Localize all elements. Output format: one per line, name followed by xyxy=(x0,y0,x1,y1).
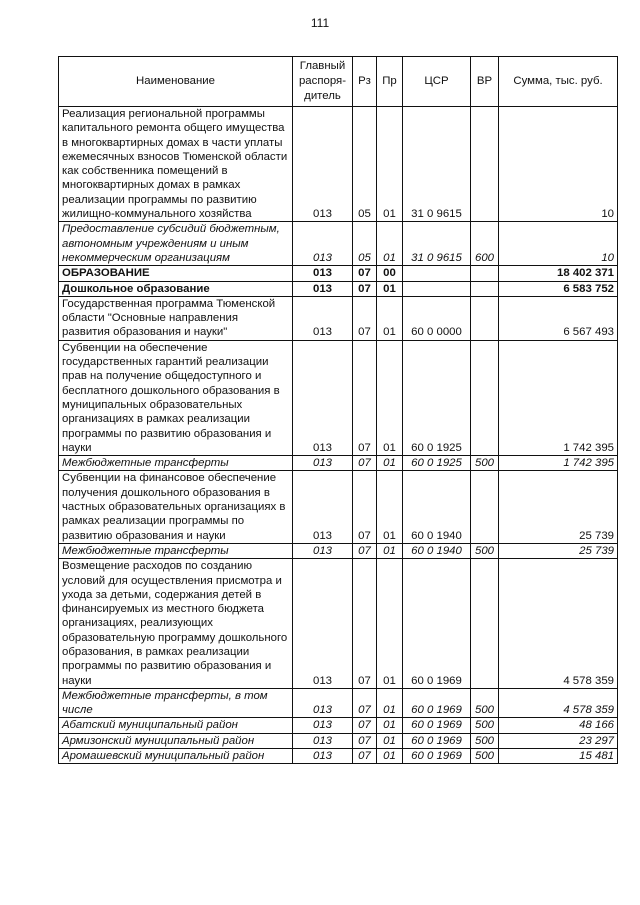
cell-sum: 25 739 xyxy=(499,543,618,558)
cell-pr: 01 xyxy=(377,281,403,296)
cell-rz: 07 xyxy=(353,718,377,733)
cell-vr xyxy=(471,266,499,281)
cell-csr: 60 0 1969 xyxy=(403,688,471,718)
cell-vr xyxy=(471,559,499,689)
cell-vr xyxy=(471,281,499,296)
cell-gr: 013 xyxy=(293,733,353,748)
cell-vr xyxy=(471,471,499,543)
page-number: 111 xyxy=(310,16,330,30)
cell-rz: 07 xyxy=(353,281,377,296)
cell-rz: 07 xyxy=(353,733,377,748)
cell-rz: 07 xyxy=(353,559,377,689)
cell-pr: 01 xyxy=(377,718,403,733)
cell-gr: 013 xyxy=(293,281,353,296)
cell-sum: 6 567 493 xyxy=(499,296,618,340)
cell-sum: 1 742 395 xyxy=(499,456,618,471)
cell-name: Межбюджетные трансферты xyxy=(59,543,293,558)
cell-pr: 01 xyxy=(377,733,403,748)
cell-rz: 05 xyxy=(353,107,377,222)
table-row xyxy=(59,749,618,764)
cell-name: Субвенции на финансовое обеспечение получения дошкольного образования в частных образовательных организациях в рамках реализации программы по развитию образования и науки xyxy=(59,471,293,543)
cell-pr: 01 xyxy=(377,107,403,222)
cell-name: Предоставление субсидий бюджетным, автономным учреждениям и иным некоммерческим организациям xyxy=(59,222,293,266)
cell-vr: 500 xyxy=(471,456,499,471)
cell-sum: 10 xyxy=(499,222,618,266)
cell-csr: 60 0 1940 xyxy=(403,471,471,543)
cell-gr: 013 xyxy=(293,749,353,764)
table-row xyxy=(59,107,618,222)
cell-vr xyxy=(471,340,499,455)
cell-csr: 60 0 0000 xyxy=(403,296,471,340)
cell-gr: 013 xyxy=(293,543,353,558)
cell-csr: 31 0 9615 xyxy=(403,222,471,266)
cell-gr: 013 xyxy=(293,107,353,222)
cell-rz: 07 xyxy=(353,749,377,764)
cell-pr: 01 xyxy=(377,456,403,471)
cell-gr: 013 xyxy=(293,688,353,718)
table-row xyxy=(59,266,618,281)
header-name: Наименование xyxy=(59,57,293,107)
cell-name: Межбюджетные трансферты, в том числе xyxy=(59,688,293,718)
cell-pr: 01 xyxy=(377,222,403,266)
cell-name: Субвенции на обеспечение государственных гарантий реализации прав на получение общедоступного и бесплатного дошкольного образования в муниципальных образовательных организациях в рамках реализации программы по развитию образования и науки xyxy=(59,340,293,455)
cell-vr: 600 xyxy=(471,222,499,266)
cell-name: Межбюджетные трансферты xyxy=(59,456,293,471)
header-vr: ВР xyxy=(471,57,499,107)
cell-vr: 500 xyxy=(471,718,499,733)
cell-sum: 23 297 xyxy=(499,733,618,748)
cell-rz: 05 xyxy=(353,222,377,266)
cell-vr: 500 xyxy=(471,543,499,558)
cell-rz: 07 xyxy=(353,266,377,281)
cell-sum: 48 166 xyxy=(499,718,618,733)
cell-name: ОБРАЗОВАНИЕ xyxy=(59,266,293,281)
cell-vr: 500 xyxy=(471,688,499,718)
cell-rz: 07 xyxy=(353,471,377,543)
cell-gr: 013 xyxy=(293,222,353,266)
cell-csr: 60 0 1969 xyxy=(403,559,471,689)
cell-pr: 01 xyxy=(377,688,403,718)
cell-pr: 01 xyxy=(377,340,403,455)
cell-sum: 6 583 752 xyxy=(499,281,618,296)
table-row xyxy=(59,559,618,689)
cell-csr: 60 0 1969 xyxy=(403,733,471,748)
cell-name: Реализация региональной программы капитального ремонта общего имущества в многоквартирных домах в части уплаты ежемесячных взносов Тюменской области как собственника помещений в многоквартирных домах в рамках реализации программы по развитию жилищно-коммунального хозяйства xyxy=(59,107,293,222)
table-row xyxy=(59,733,618,748)
cell-name: Армизонский муниципальный район xyxy=(59,733,293,748)
cell-rz: 07 xyxy=(353,340,377,455)
table-row xyxy=(59,222,618,266)
header-sum: Сумма, тыс. руб. xyxy=(499,57,618,107)
cell-gr: 013 xyxy=(293,718,353,733)
cell-vr xyxy=(471,296,499,340)
cell-pr: 01 xyxy=(377,296,403,340)
cell-pr: 01 xyxy=(377,559,403,689)
cell-pr: 01 xyxy=(377,471,403,543)
cell-csr: 60 0 1925 xyxy=(403,340,471,455)
cell-vr xyxy=(471,107,499,222)
budget-table xyxy=(58,56,618,764)
cell-gr: 013 xyxy=(293,340,353,455)
cell-csr xyxy=(403,281,471,296)
table-row xyxy=(59,340,618,455)
cell-sum: 1 742 395 xyxy=(499,340,618,455)
cell-gr: 013 xyxy=(293,559,353,689)
cell-gr: 013 xyxy=(293,296,353,340)
cell-rz: 07 xyxy=(353,456,377,471)
cell-rz: 07 xyxy=(353,688,377,718)
cell-sum: 10 xyxy=(499,107,618,222)
cell-rz: 07 xyxy=(353,296,377,340)
cell-name: Абатский муниципальный район xyxy=(59,718,293,733)
cell-vr: 500 xyxy=(471,733,499,748)
cell-csr: 60 0 1940 xyxy=(403,543,471,558)
cell-sum: 4 578 359 xyxy=(499,688,618,718)
cell-csr: 60 0 1925 xyxy=(403,456,471,471)
table-row xyxy=(59,281,618,296)
cell-pr: 01 xyxy=(377,749,403,764)
cell-name: Аромашевский муниципальный район xyxy=(59,749,293,764)
table-row xyxy=(59,296,618,340)
cell-name: Дошкольное образование xyxy=(59,281,293,296)
header-pr: Пр xyxy=(377,57,403,107)
table-row xyxy=(59,543,618,558)
header-row xyxy=(59,57,618,107)
header-gr: Главный распоря-дитель xyxy=(293,57,353,107)
table-row xyxy=(59,471,618,543)
cell-csr: 60 0 1969 xyxy=(403,718,471,733)
header-csr: ЦСР xyxy=(403,57,471,107)
cell-vr: 500 xyxy=(471,749,499,764)
cell-csr: 60 0 1969 xyxy=(403,749,471,764)
cell-sum: 18 402 371 xyxy=(499,266,618,281)
table-row xyxy=(59,718,618,733)
cell-gr: 013 xyxy=(293,266,353,281)
cell-csr xyxy=(403,266,471,281)
cell-csr: 31 0 9615 xyxy=(403,107,471,222)
cell-gr: 013 xyxy=(293,456,353,471)
cell-name: Государственная программа Тюменской области "Основные направления развития образования и науки" xyxy=(59,296,293,340)
cell-rz: 07 xyxy=(353,543,377,558)
cell-sum: 25 739 xyxy=(499,471,618,543)
table-row xyxy=(59,456,618,471)
cell-pr: 00 xyxy=(377,266,403,281)
cell-pr: 01 xyxy=(377,543,403,558)
header-rz: Рз xyxy=(353,57,377,107)
table-row xyxy=(59,688,618,718)
cell-gr: 013 xyxy=(293,471,353,543)
cell-name: Возмещение расходов по созданию условий для осуществления присмотра и ухода за детьми, содержания детей в финансируемых из местного бюджета организациях, реализующих образовательную программу дошкольного образования, в рамках реализации программы по развитию образования и науки xyxy=(59,559,293,689)
cell-sum: 15 481 xyxy=(499,749,618,764)
cell-sum: 4 578 359 xyxy=(499,559,618,689)
